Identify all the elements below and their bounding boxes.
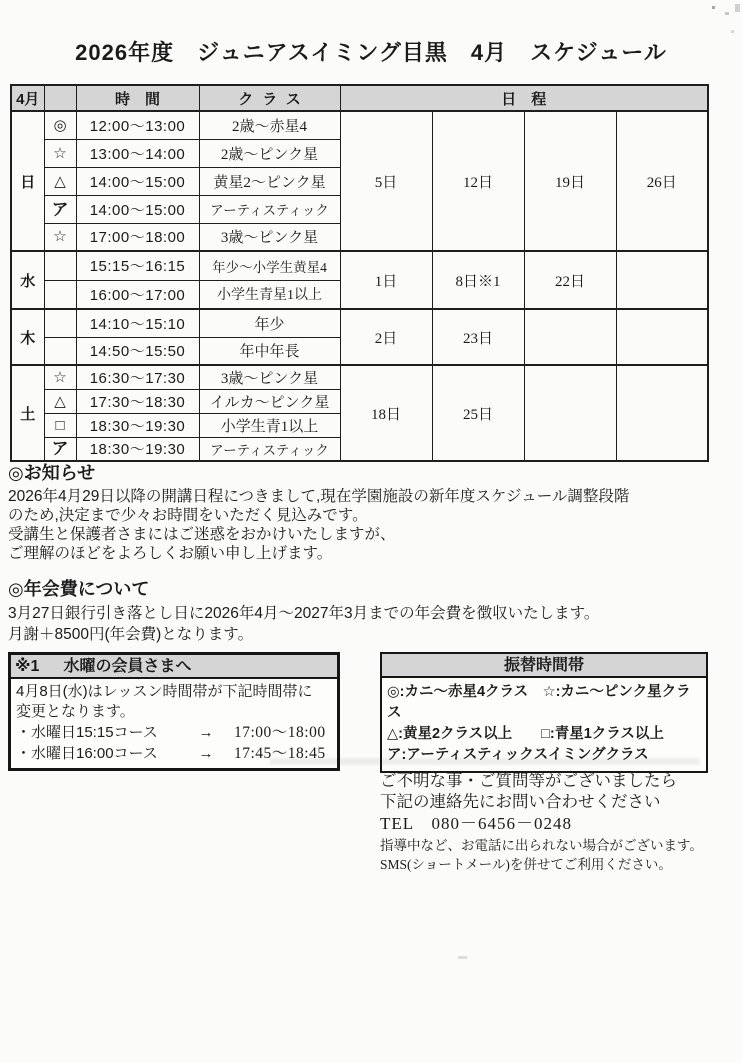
class-symbol-empty (44, 309, 76, 337)
symbol-column-header (44, 85, 76, 111)
date-cell (524, 365, 616, 461)
page-title: 2026年度 ジュニアスイミング目黒 4月 スケジュール (75, 40, 667, 65)
contact-note: SMS(ショートメール)を併せてご利用ください。 (380, 857, 672, 872)
symbol-legend-line: ◎:カニ～赤星4クラス ☆:カニ～ピンク星クラス (387, 684, 691, 721)
date-cell (616, 365, 708, 461)
announcement-heading: ◎お知らせ (8, 463, 96, 483)
wednesday-box-line: 4月8日(水)はレッスン時間帯が下記時間帯に (16, 683, 313, 700)
wednesday-box-title: 水曜の会員さまへ (63, 658, 192, 675)
contact-line: 下記の連絡先にお問い合わせください (380, 792, 661, 811)
table-header-row (11, 85, 708, 111)
schedule-table (10, 84, 709, 462)
course-label: ・水曜日16:00コース (16, 745, 158, 762)
date-cell: 1日 (340, 251, 432, 309)
phone-number: TEL 080－6456－0248 (380, 814, 573, 833)
date-cell: 23日 (432, 309, 524, 365)
class-cell: 年中年長 (199, 337, 340, 365)
course-label: ・水曜日15:15コース (16, 724, 158, 741)
date-cell: 18日 (340, 365, 432, 461)
dates-header: 日 程 (340, 85, 708, 111)
date-cell: 2日 (340, 309, 432, 365)
symbol-legend-line: ア:アーティスティックスイミングクラス (387, 747, 649, 763)
annual-fee-section (8, 575, 738, 645)
date-cell (524, 309, 616, 365)
date-cell: 19日 (524, 111, 616, 251)
date-cell (616, 309, 708, 365)
announcement-line: のため,決定まで少々お時間をいただく見込みです。 (8, 507, 368, 524)
time-cell: 15:15～16:15 (76, 251, 199, 280)
date-cell: 25日 (432, 365, 524, 461)
date-cell: 22日 (524, 251, 616, 309)
transfer-box-header: 振替時間帯 (382, 654, 706, 678)
month-header: 4月 (11, 85, 44, 111)
announcement-line: ご理解のほどをよろしくお願い申し上げます。 (8, 545, 333, 562)
class-symbol-square: □ (44, 413, 76, 437)
course-new-time: 17:00～18:00 (234, 724, 326, 741)
day-label-saturday: 土 (11, 365, 44, 461)
annual-fee-heading: ◎年会費について (8, 579, 150, 599)
class-symbol-empty (44, 251, 76, 280)
class-symbol-a-katakana: ア (44, 195, 76, 223)
class-symbol-a-katakana: ア (44, 437, 76, 461)
class-cell: 3歳～ピンク星 (199, 365, 340, 389)
time-cell: 14:50～15:50 (76, 337, 199, 365)
date-cell (616, 251, 708, 309)
annual-fee-line: 月謝＋8500円(年会費)となります。 (8, 626, 254, 643)
class-cell: 年少 (199, 309, 340, 337)
class-symbol-star: ☆ (44, 223, 76, 251)
scan-smudge (270, 758, 700, 765)
arrow-icon: → (198, 745, 214, 762)
class-cell: 小学生青1以上 (199, 413, 340, 437)
class-symbol-star: ☆ (44, 139, 76, 167)
time-cell: 14:00～15:00 (76, 195, 199, 223)
time-cell: 16:00～17:00 (76, 280, 199, 309)
contact-line: ご不明な事・ご質問等がございましたら (380, 771, 677, 790)
time-cell: 18:30～19:30 (76, 413, 199, 437)
time-cell: 12:00～13:00 (76, 111, 199, 139)
class-header: クラス (199, 85, 340, 111)
class-cell: アーティスティック (199, 437, 340, 461)
day-label-sunday: 日 (11, 111, 44, 251)
class-cell: 小学生青星1以上 (199, 280, 340, 309)
arrow-icon: → (198, 724, 214, 741)
transfer-times-box (380, 652, 708, 773)
class-cell: 年少～小学生黄星4 (199, 251, 340, 280)
table-row (11, 251, 708, 280)
class-cell: アーティスティック (199, 195, 340, 223)
footnote-mark: ※1 (15, 658, 40, 675)
table-row (11, 365, 708, 389)
scan-noise (731, 30, 734, 33)
class-cell: 3歳～ピンク星 (199, 223, 340, 251)
time-cell: 17:00～18:00 (76, 223, 199, 251)
announcement-line: 受講生と保護者さまにはご迷惑をおかけいたしますが、 (8, 526, 396, 543)
time-cell: 16:30～17:30 (76, 365, 199, 389)
day-label-wednesday: 水 (11, 251, 44, 309)
time-cell: 17:30～18:30 (76, 389, 199, 413)
announcement-section (8, 459, 738, 563)
wednesday-box-header (11, 655, 337, 679)
symbol-legend-line: △:黄星2クラス以上 □:青星1クラス以上 (387, 726, 664, 742)
wednesday-box-line: 変更となります。 (16, 703, 135, 720)
class-cell: 黄星2～ピンク星 (199, 167, 340, 195)
class-symbol-empty (44, 280, 76, 309)
time-cell: 13:00～14:00 (76, 139, 199, 167)
day-label-thursday: 木 (11, 309, 44, 365)
scan-noise (712, 6, 715, 9)
date-cell: 5日 (340, 111, 432, 251)
class-symbol-triangle: △ (44, 389, 76, 413)
table-row (11, 111, 708, 139)
date-cell: 8日※1 (432, 251, 524, 309)
time-cell: 14:10～15:10 (76, 309, 199, 337)
scan-noise (458, 956, 467, 959)
time-cell: 18:30～19:30 (76, 437, 199, 461)
scan-noise (725, 12, 729, 15)
course-change-row (16, 722, 332, 743)
wednesday-members-box (8, 652, 340, 771)
class-cell: イルカ～ピンク星 (199, 389, 340, 413)
time-cell: 14:00～15:00 (76, 167, 199, 195)
class-symbol-star: ☆ (44, 365, 76, 389)
contact-section (380, 770, 730, 874)
date-cell: 12日 (432, 111, 524, 251)
table-row (11, 309, 708, 337)
wednesday-box-body (11, 679, 337, 768)
class-cell: 2歳～ピンク星 (199, 139, 340, 167)
annual-fee-line: 3月27日銀行引き落とし日に2026年4月～2027年3月までの年会費を徴収いたします。 (8, 605, 600, 622)
contact-note: 指導中など、お電話に出られない場合がございます。 (380, 838, 703, 853)
announcement-line: 2026年4月29日以降の開講日程につきまして,現在学園施設の新年度スケジュール調整段階 (8, 488, 630, 505)
class-symbol-empty (44, 337, 76, 365)
class-symbol-double-circle: ◎ (44, 111, 76, 139)
class-symbol-triangle: △ (44, 167, 76, 195)
course-new-time: 17:45～18:45 (234, 745, 326, 762)
time-header: 時 間 (76, 85, 199, 111)
scan-noise (735, 4, 740, 12)
date-cell: 26日 (616, 111, 708, 251)
class-cell: 2歳～赤星4 (199, 111, 340, 139)
